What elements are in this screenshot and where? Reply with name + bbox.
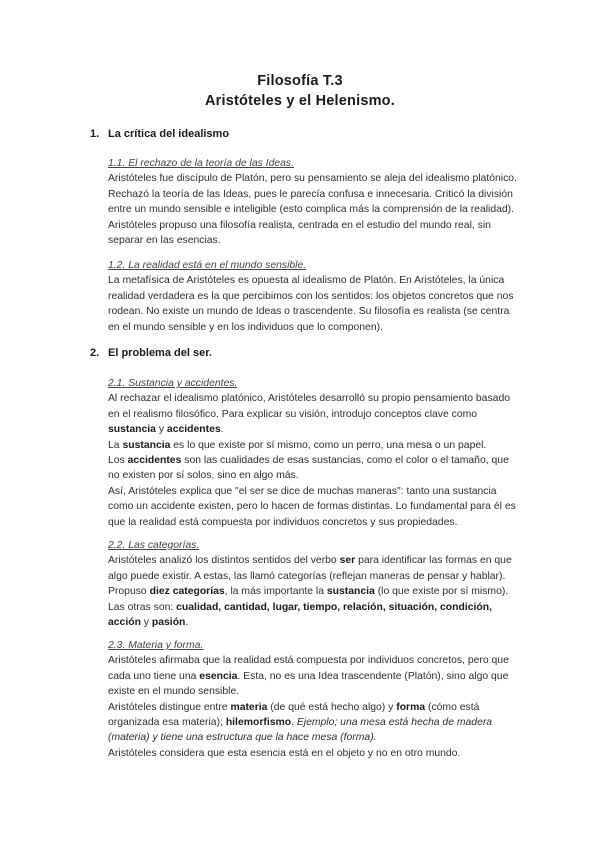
subsection-2-1-p2 — [108, 438, 520, 453]
term-ser: ser — [339, 555, 356, 567]
term-categorias-list: cualidad, cantidad, lugar, tiempo, relación, situación, condición, acción — [108, 601, 492, 629]
text-run: Aristóteles analizó los distintos sentidos del verbo — [108, 555, 340, 567]
text-run: es lo que existe por sí mismo, como un perro, una mesa o un papel. — [170, 439, 487, 451]
text-run: , la más importante la — [224, 586, 327, 598]
subsection-2-2-heading: 2.2. Las categorías. — [108, 540, 200, 551]
subsection-2-3-heading: 2.3. Materia y forma. — [108, 640, 204, 651]
section-2-number: 2. — [90, 347, 100, 359]
text-run: . — [291, 717, 297, 729]
subsection-2-2-text — [108, 553, 520, 630]
subsection-2-3-p3: Aristóteles considera que esta esencia está en el objeto y no en otro mundo. — [108, 747, 461, 759]
term-diez-categorias: diez categorías — [149, 586, 225, 598]
doc-title: Filosofía T.3 — [257, 73, 343, 89]
term-forma: forma — [396, 701, 426, 713]
section-2-title: El problema del ser. — [108, 347, 212, 359]
subsection-1-1-heading: 1.1. El rechazo de la teoría de las Ideas. — [108, 158, 294, 169]
subsection-2-1-p4: Así, Aristóteles explica que "el ser se dice de muchas maneras": tanto una sustancia como un accidente existen, pero lo hacen de formas distintas. Lo fundamental para él es que la realidad está compuesta por individuos concretos y sus propiedades. — [108, 485, 516, 528]
subsection-2-1-heading: 2.1. Sustancia y accidentes. — [108, 378, 238, 389]
subsection-2-1-p3 — [108, 453, 520, 484]
text-run: (cómo está organizada esa materia); — [108, 701, 480, 729]
subsection-1-1 — [108, 156, 520, 248]
text-run: . — [220, 424, 224, 436]
text-run: . — [185, 617, 189, 629]
text-run: Los — [108, 455, 128, 467]
text-run: Al rechazar el idealismo platónico, Aristóteles desarrolló su propio pensamiento basado en el realismo filosófico. Para explicar su visión, introdujo conceptos clave como — [108, 393, 510, 420]
subsection-1-1-text: Aristóteles fue discípulo de Platón, pero su pensamiento se aleja del idealismo platónico. Rechazó la teoría de las Ideas, pues le parecía confusa e innecesaria. Criticó la división entre un mundo sensible e inteligible (esto complica más la comprensión de la realidad). Aristóteles propuso una filosofía realista, centrada en el estudio del mundo real, sin separar en las esencias. — [108, 173, 517, 247]
term-accidentes: accidentes — [127, 455, 182, 467]
text-run: (de qué está hecho algo) y — [267, 701, 397, 713]
term-sustancia: sustancia — [326, 586, 375, 598]
subsection-2-2 — [108, 538, 520, 630]
term-materia: materia — [230, 701, 268, 713]
subsection-1-2-heading: 1.2. La realidad está en el mundo sensible. — [108, 260, 307, 271]
doc-subtitle: Aristóteles y el Helenismo. — [205, 93, 395, 109]
text-run: y — [140, 617, 152, 629]
subsection-2-3 — [108, 638, 520, 761]
term-esencia: esencia — [199, 670, 238, 682]
section-1-title: La crítica del idealismo — [108, 128, 230, 140]
text-run: (lo que existe por sí mismo). Las otras son: — [108, 586, 509, 613]
text-run: Aristóteles afirmaba que la realidad está compuesta por individuos concretos, pero que cada uno tiene una — [108, 655, 509, 682]
subsection-2-1-p1 — [108, 391, 520, 437]
term-sustancia: sustancia — [122, 439, 171, 451]
term-hilemorfismo: hilemorfismo — [225, 717, 292, 729]
subsection-2-3-p1 — [108, 653, 520, 699]
text-run: y — [155, 424, 167, 436]
example-text: Ejemplo; una mesa está hecha de madera (materia) y tiene una estructura que la hace mesa (forma). — [108, 717, 493, 744]
text-run: son las cualidades de esas sustancias, como el color o el tamaño, que no existen por sí solos, sino en algo más. — [108, 455, 509, 482]
section-2-heading — [90, 347, 212, 359]
subsection-1-2 — [108, 258, 520, 335]
text-run: para identificar las formas en que algo puede existir. A estas, las llamó categorías (reflejan maneras de pensar y hablar). Propuso — [108, 555, 512, 598]
subsection-2-3-p2 — [108, 700, 520, 746]
text-run: Aristóteles distingue entre — [108, 701, 231, 713]
section-1-number: 1. — [90, 128, 100, 140]
subsection-1-2-text: La metafísica de Aristóteles es opuesta al idealismo de Platón. En Aristóteles, la única realidad verdadera es la que percibimos con los sentidos: los objetos concretos que nos rodean. No existe un mundo de Ideas o trascendente. Su filosofía es realista (se centra en el mundo sensible y en los individuos que lo componen). — [108, 275, 514, 333]
section-1-heading — [90, 128, 229, 140]
subsection-2-1 — [108, 376, 520, 530]
text-run: La — [108, 439, 123, 451]
term-pasion: pasión — [151, 617, 186, 629]
term-sustancia: sustancia — [108, 424, 156, 436]
term-accidentes: accidentes — [166, 424, 221, 436]
text-run: . Esta, no es una Idea trascendente (Platón), sino algo que existe en el mundo sensible. — [108, 670, 509, 698]
